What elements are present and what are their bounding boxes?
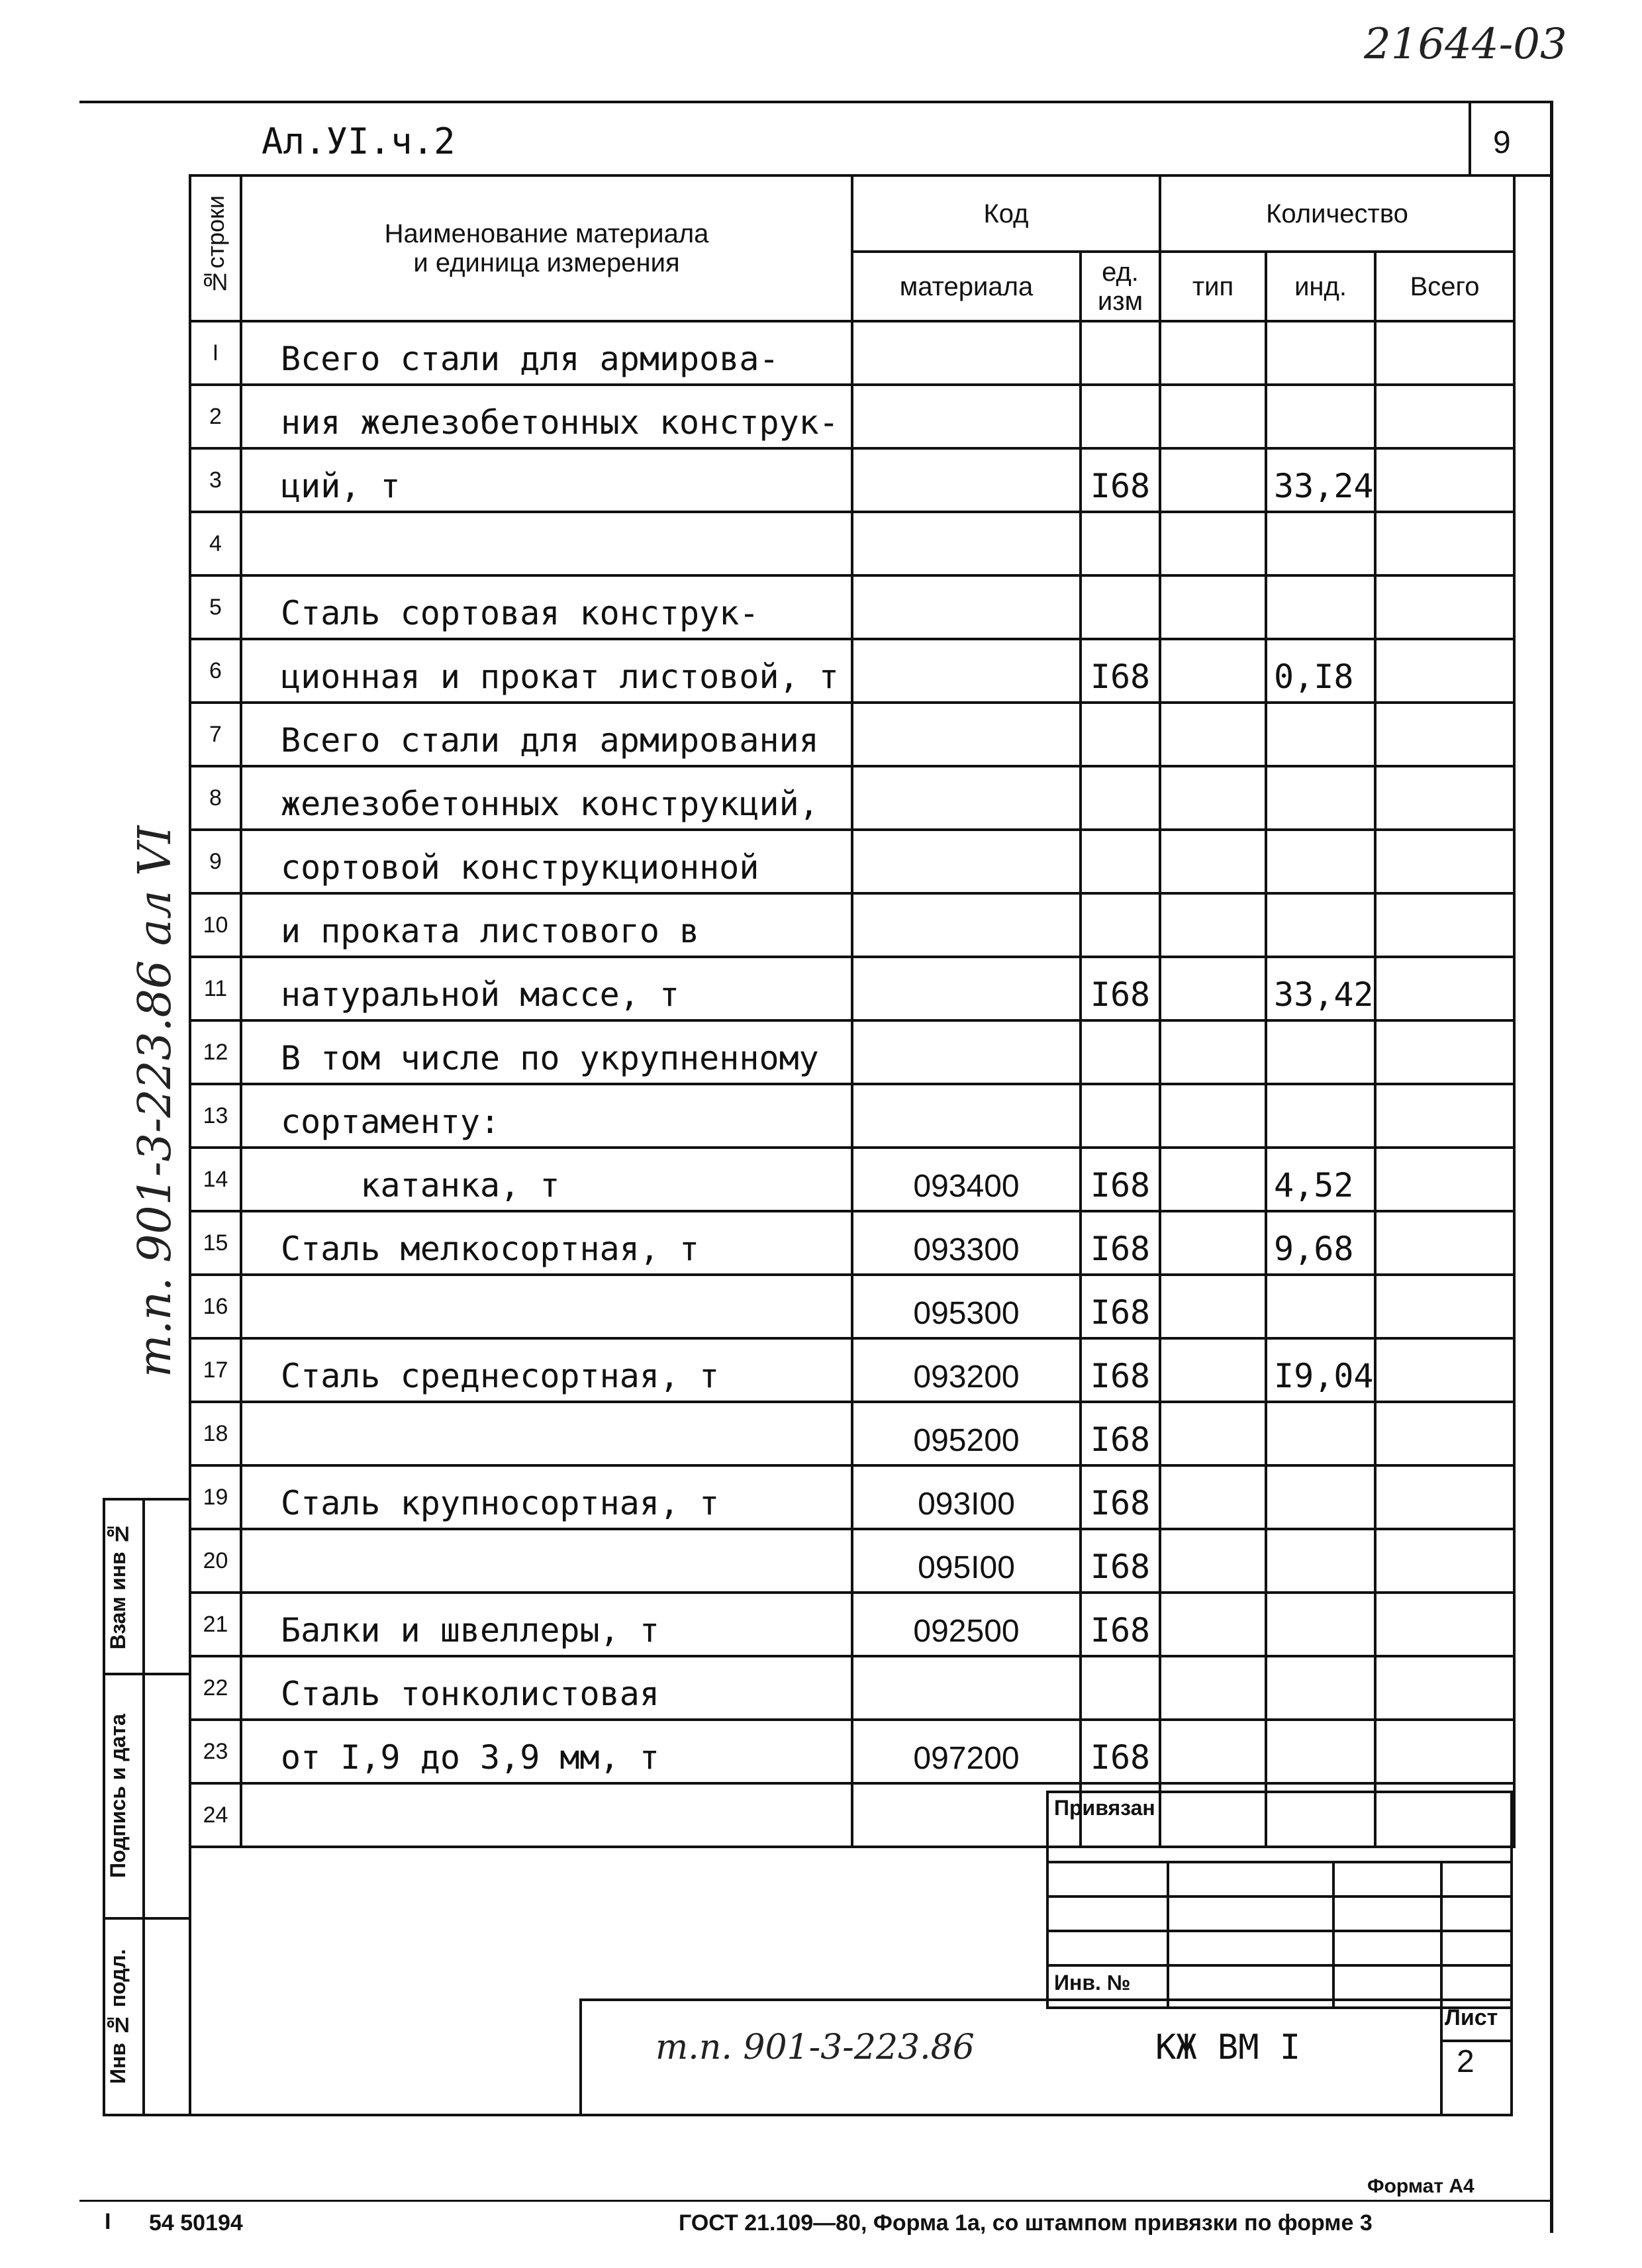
qty-ind-cell bbox=[1266, 1656, 1375, 1720]
qty-type-cell bbox=[1160, 1593, 1266, 1656]
row-number-cell: 17 bbox=[190, 1338, 241, 1402]
qty-type-cell bbox=[1160, 830, 1266, 893]
table-row bbox=[190, 448, 1514, 512]
row-number-cell: 10 bbox=[190, 893, 241, 957]
qty-total-cell bbox=[1375, 1338, 1514, 1402]
row-number-cell: 24 bbox=[190, 1783, 241, 1847]
unit-code-cell bbox=[1081, 1656, 1160, 1720]
table-row bbox=[190, 1211, 1514, 1275]
qty-ind-cell: 33,24 bbox=[1266, 448, 1375, 512]
material-code-cell bbox=[852, 830, 1081, 893]
qty-type-cell bbox=[1160, 957, 1266, 1020]
qty-ind-cell: 0,I8 bbox=[1266, 639, 1375, 703]
qty-total-cell bbox=[1375, 1020, 1514, 1084]
material-code-cell: 093300 bbox=[852, 1211, 1081, 1275]
qty-type-cell bbox=[1160, 1529, 1266, 1593]
unit-code-cell: I68 bbox=[1081, 1338, 1160, 1402]
material-code-cell: 097200 bbox=[852, 1720, 1081, 1783]
qty-total-cell bbox=[1375, 575, 1514, 639]
qty-ind-cell bbox=[1266, 321, 1375, 385]
qty-ind-cell bbox=[1266, 703, 1375, 766]
right-border-line bbox=[1550, 101, 1553, 2233]
unit-code-cell: I68 bbox=[1081, 1148, 1160, 1211]
unit-code-cell: I68 bbox=[1081, 1529, 1160, 1593]
margin-stamp-row2 bbox=[103, 1917, 191, 1920]
material-name-cell bbox=[241, 1275, 852, 1338]
quantity-group-header: Количество bbox=[1160, 175, 1514, 252]
row-number-cell: 5 bbox=[190, 575, 241, 639]
material-name-cell: Сталь тонколистовая bbox=[241, 1656, 852, 1720]
table-row bbox=[190, 1465, 1514, 1529]
material-name-cell bbox=[241, 512, 852, 575]
qty-total-cell bbox=[1375, 1148, 1514, 1211]
table-row bbox=[190, 893, 1514, 957]
material-name-cell: Сталь сортовая конструк- bbox=[241, 575, 852, 639]
table-row bbox=[190, 1338, 1514, 1402]
sheet-box-divider bbox=[1440, 2040, 1513, 2042]
qty-type-cell bbox=[1160, 575, 1266, 639]
qty-type-cell bbox=[1160, 766, 1266, 830]
qty-total-header: Всего bbox=[1375, 252, 1514, 321]
qty-total-cell bbox=[1375, 1656, 1514, 1720]
table-row bbox=[190, 321, 1514, 385]
qty-type-cell bbox=[1160, 1148, 1266, 1211]
material-code-cell: 092500 bbox=[852, 1593, 1081, 1656]
material-name-cell: и проката листового в bbox=[241, 893, 852, 957]
table-row bbox=[190, 1593, 1514, 1656]
qty-total-cell bbox=[1375, 1211, 1514, 1275]
gost-reference: ГОСТ 21.109—80, Форма 1а, со штампом привязки по форме 3 bbox=[679, 2210, 1373, 2236]
qty-ind-cell bbox=[1266, 1529, 1375, 1593]
table-row bbox=[190, 957, 1514, 1020]
material-name-cell: ния железобетонных конструк- bbox=[241, 385, 852, 448]
table-row bbox=[190, 766, 1514, 830]
page-number: 9 bbox=[1493, 125, 1511, 160]
row-number-cell: 3 bbox=[190, 448, 241, 512]
material-code-cell: 095I00 bbox=[852, 1529, 1081, 1593]
qty-ind-cell bbox=[1266, 1720, 1375, 1783]
row-number-cell: 2 bbox=[190, 385, 241, 448]
unit-code-cell bbox=[1081, 1084, 1160, 1148]
qty-total-cell bbox=[1375, 448, 1514, 512]
qty-type-cell bbox=[1160, 1275, 1266, 1338]
qty-ind-cell bbox=[1266, 830, 1375, 893]
material-code-cell bbox=[852, 957, 1081, 1020]
stamp-hline-1 bbox=[1046, 1861, 1513, 1863]
privyazan-label: Привязан bbox=[1054, 1796, 1155, 1820]
unit-code-cell: I68 bbox=[1081, 957, 1160, 1020]
qty-ind-cell bbox=[1266, 575, 1375, 639]
page-box-left bbox=[1469, 101, 1471, 175]
unit-code-cell: I68 bbox=[1081, 1720, 1160, 1783]
qty-type-cell bbox=[1160, 703, 1266, 766]
material-name-cell: катанка, т bbox=[241, 1148, 852, 1211]
footer-tick: I bbox=[105, 2209, 111, 2234]
table-row bbox=[190, 385, 1514, 448]
material-name-cell: Всего стали для армирова- bbox=[241, 321, 852, 385]
qty-total-cell bbox=[1375, 1465, 1514, 1529]
inv-no-label: Инв. № bbox=[1054, 1971, 1131, 1995]
stamp-vline-2 bbox=[1332, 1861, 1335, 2009]
qty-total-cell bbox=[1375, 385, 1514, 448]
album-reference: Ал.УI.ч.2 bbox=[262, 121, 456, 162]
code-material-header: материала bbox=[852, 252, 1081, 321]
vzam-inv-label: Взам инв № bbox=[106, 1522, 130, 1650]
material-name-cell bbox=[241, 1402, 852, 1465]
qty-ind-cell: I9,04 bbox=[1266, 1338, 1375, 1402]
row-number-cell: 9 bbox=[190, 830, 241, 893]
row-number-header bbox=[190, 175, 241, 321]
qty-type-cell bbox=[1160, 321, 1266, 385]
material-name-cell: Сталь крупносортная, т bbox=[241, 1465, 852, 1529]
table-row bbox=[190, 1020, 1514, 1084]
handwritten-margin-note: т.п. 901-3-223.86 ал VI bbox=[129, 825, 181, 1377]
table-row bbox=[190, 1148, 1514, 1211]
qty-type-header: тип bbox=[1160, 252, 1266, 321]
drawing-mark: КЖ ВМ I bbox=[1155, 2028, 1301, 2067]
material-code-cell bbox=[852, 766, 1081, 830]
material-code-cell: 093400 bbox=[852, 1148, 1081, 1211]
row-number-header-text: №строки bbox=[201, 195, 229, 296]
sheet-value: 2 bbox=[1457, 2044, 1474, 2079]
unit-code-cell bbox=[1081, 893, 1160, 957]
qty-type-cell bbox=[1160, 385, 1266, 448]
row-number-cell: 12 bbox=[190, 1020, 241, 1084]
sheet-box-left bbox=[1440, 1998, 1443, 2116]
material-name-cell: ционная и прокат листовой, т bbox=[241, 639, 852, 703]
table-row bbox=[190, 830, 1514, 893]
row-number-cell: 21 bbox=[190, 1593, 241, 1656]
table-row bbox=[190, 639, 1514, 703]
qty-total-cell bbox=[1375, 1084, 1514, 1148]
qty-ind-cell bbox=[1266, 1275, 1375, 1338]
sheet-label: Лист bbox=[1445, 2005, 1498, 2030]
row-number-cell: 23 bbox=[190, 1720, 241, 1783]
archive-number: 54 50194 bbox=[149, 2210, 243, 2236]
row-number-cell: 19 bbox=[190, 1465, 241, 1529]
material-code-cell bbox=[852, 1020, 1081, 1084]
qty-ind-cell bbox=[1266, 385, 1375, 448]
unit-code-cell bbox=[1081, 703, 1160, 766]
material-name-cell bbox=[241, 1529, 852, 1593]
qty-ind-cell bbox=[1266, 766, 1375, 830]
unit-code-cell bbox=[1081, 385, 1160, 448]
table-row bbox=[190, 1402, 1514, 1465]
material-code-cell bbox=[852, 1084, 1081, 1148]
table-row bbox=[190, 1720, 1514, 1783]
qty-total-cell bbox=[1375, 893, 1514, 957]
qty-total-cell bbox=[1375, 1529, 1514, 1593]
qty-ind-cell bbox=[1266, 893, 1375, 957]
row-number-cell: 4 bbox=[190, 512, 241, 575]
qty-total-cell bbox=[1375, 1275, 1514, 1338]
material-name-header: Наименование материала и единица измерения bbox=[241, 175, 852, 321]
unit-code-cell bbox=[1081, 830, 1160, 893]
row-number-cell: 22 bbox=[190, 1656, 241, 1720]
row-number-cell: 14 bbox=[190, 1148, 241, 1211]
unit-code-cell: I68 bbox=[1081, 448, 1160, 512]
qty-total-cell bbox=[1375, 1720, 1514, 1783]
material-code-cell bbox=[852, 448, 1081, 512]
qty-ind-header: инд. bbox=[1266, 252, 1375, 321]
row-number-cell: 13 bbox=[190, 1084, 241, 1148]
unit-code-cell bbox=[1081, 1020, 1160, 1084]
row-number-cell: I bbox=[190, 321, 241, 385]
qty-ind-cell: 33,42 bbox=[1266, 957, 1375, 1020]
unit-code-cell: I68 bbox=[1081, 1593, 1160, 1656]
material-name-cell: ций, т bbox=[241, 448, 852, 512]
material-name-cell: Всего стали для армирования bbox=[241, 703, 852, 766]
qty-total-cell bbox=[1375, 1593, 1514, 1656]
material-name-cell bbox=[241, 1783, 852, 1847]
row-number-cell: 6 bbox=[190, 639, 241, 703]
unit-code-cell: I68 bbox=[1081, 1465, 1160, 1529]
stamp-hline-4 bbox=[1046, 1964, 1513, 1967]
qty-total-cell bbox=[1375, 703, 1514, 766]
material-code-cell bbox=[852, 1656, 1081, 1720]
material-code-cell bbox=[852, 512, 1081, 575]
qty-ind-cell bbox=[1266, 1593, 1375, 1656]
qty-type-cell bbox=[1160, 1465, 1266, 1529]
material-code-cell bbox=[852, 703, 1081, 766]
material-name-cell: сортовой конструкционной bbox=[241, 830, 852, 893]
qty-type-cell bbox=[1160, 1402, 1266, 1465]
material-code-cell bbox=[852, 639, 1081, 703]
material-code-cell bbox=[852, 575, 1081, 639]
table-row bbox=[190, 703, 1514, 766]
material-code-cell bbox=[852, 321, 1081, 385]
qty-total-cell bbox=[1375, 766, 1514, 830]
qty-ind-cell bbox=[1266, 1465, 1375, 1529]
margin-stamp-divider bbox=[142, 1498, 145, 2116]
qty-ind-cell: 4,52 bbox=[1266, 1148, 1375, 1211]
row-number-cell: 8 bbox=[190, 766, 241, 830]
table-row bbox=[190, 1084, 1514, 1148]
qty-total-cell bbox=[1375, 957, 1514, 1020]
material-code-cell: 095300 bbox=[852, 1275, 1081, 1338]
unit-code-cell: I68 bbox=[1081, 1211, 1160, 1275]
stamp-hline-3 bbox=[1046, 1930, 1513, 1932]
row-number-cell: 20 bbox=[190, 1529, 241, 1593]
material-name-cell: натуральной массе, т bbox=[241, 957, 852, 1020]
qty-ind-cell bbox=[1266, 1084, 1375, 1148]
unit-code-cell bbox=[1081, 321, 1160, 385]
qty-ind-cell bbox=[1266, 1402, 1375, 1465]
code-unit-header: ед. изм bbox=[1081, 252, 1160, 321]
qty-type-cell bbox=[1160, 1338, 1266, 1402]
stamp-hline-2 bbox=[1046, 1895, 1513, 1898]
qty-total-cell bbox=[1375, 639, 1514, 703]
qty-total-cell bbox=[1375, 512, 1514, 575]
project-code: т.п. 901-3-223.86 bbox=[655, 2028, 975, 2067]
stamp-vline-3 bbox=[1440, 1861, 1443, 2009]
unit-code-cell: I68 bbox=[1081, 639, 1160, 703]
qty-type-cell bbox=[1160, 1020, 1266, 1084]
row-number-cell: 7 bbox=[190, 703, 241, 766]
inv-podl-label: Инв № подл. bbox=[106, 1949, 130, 2085]
qty-type-cell bbox=[1160, 1084, 1266, 1148]
qty-total-cell bbox=[1375, 1402, 1514, 1465]
table-row bbox=[190, 1656, 1514, 1720]
unit-code-cell bbox=[1081, 512, 1160, 575]
row-number-cell: 18 bbox=[190, 1402, 241, 1465]
table-row bbox=[190, 1529, 1514, 1593]
material-name-cell: сортаменту: bbox=[241, 1084, 852, 1148]
materials-table bbox=[189, 174, 1516, 1848]
qty-total-cell bbox=[1375, 830, 1514, 893]
table-row bbox=[190, 1275, 1514, 1338]
qty-ind-cell bbox=[1266, 512, 1375, 575]
material-name-cell: В том числе по укрупненному bbox=[241, 1020, 852, 1084]
qty-ind-cell bbox=[1266, 1020, 1375, 1084]
table-row bbox=[190, 512, 1514, 575]
qty-type-cell bbox=[1160, 1656, 1266, 1720]
material-name-cell: Сталь среднесортная, т bbox=[241, 1338, 852, 1402]
qty-type-cell bbox=[1160, 893, 1266, 957]
qty-ind-cell: 9,68 bbox=[1266, 1211, 1375, 1275]
row-number-cell: 16 bbox=[190, 1275, 241, 1338]
unit-code-cell: I68 bbox=[1081, 1402, 1160, 1465]
qty-total-cell bbox=[1375, 321, 1514, 385]
material-code-cell bbox=[852, 385, 1081, 448]
material-code-cell: 095200 bbox=[852, 1402, 1081, 1465]
qty-type-cell bbox=[1160, 1720, 1266, 1783]
stamp-vline-1 bbox=[1167, 1861, 1169, 2009]
qty-type-cell bbox=[1160, 639, 1266, 703]
qty-type-cell bbox=[1160, 512, 1266, 575]
material-name-cell: железобетонных конструкций, bbox=[241, 766, 852, 830]
row-number-cell: 15 bbox=[190, 1211, 241, 1275]
row-number-cell: 11 bbox=[190, 957, 241, 1020]
material-name-cell: Балки и швеллеры, т bbox=[241, 1593, 852, 1656]
format-label: Формат А4 bbox=[1367, 2175, 1474, 2197]
unit-code-cell bbox=[1081, 575, 1160, 639]
material-name-cell: от I,9 до 3,9 мм, т bbox=[241, 1720, 852, 1783]
code-group-header: Код bbox=[852, 175, 1160, 252]
material-code-cell: 093200 bbox=[852, 1338, 1081, 1402]
handwritten-doc-number: 21644-03 bbox=[1364, 20, 1567, 69]
material-code-cell: 093I00 bbox=[852, 1465, 1081, 1529]
material-name-cell: Сталь мелкосортная, т bbox=[241, 1211, 852, 1275]
material-code-cell bbox=[852, 893, 1081, 957]
margin-stamp-row1 bbox=[103, 1673, 191, 1675]
qty-type-cell bbox=[1160, 1211, 1266, 1275]
unit-code-cell bbox=[1081, 766, 1160, 830]
table-row bbox=[190, 575, 1514, 639]
sign-date-label: Подпись и дата bbox=[106, 1714, 130, 1879]
footer-rule bbox=[79, 2200, 1553, 2202]
top-border-line bbox=[79, 101, 1553, 103]
unit-code-cell: I68 bbox=[1081, 1275, 1160, 1338]
qty-type-cell bbox=[1160, 448, 1266, 512]
